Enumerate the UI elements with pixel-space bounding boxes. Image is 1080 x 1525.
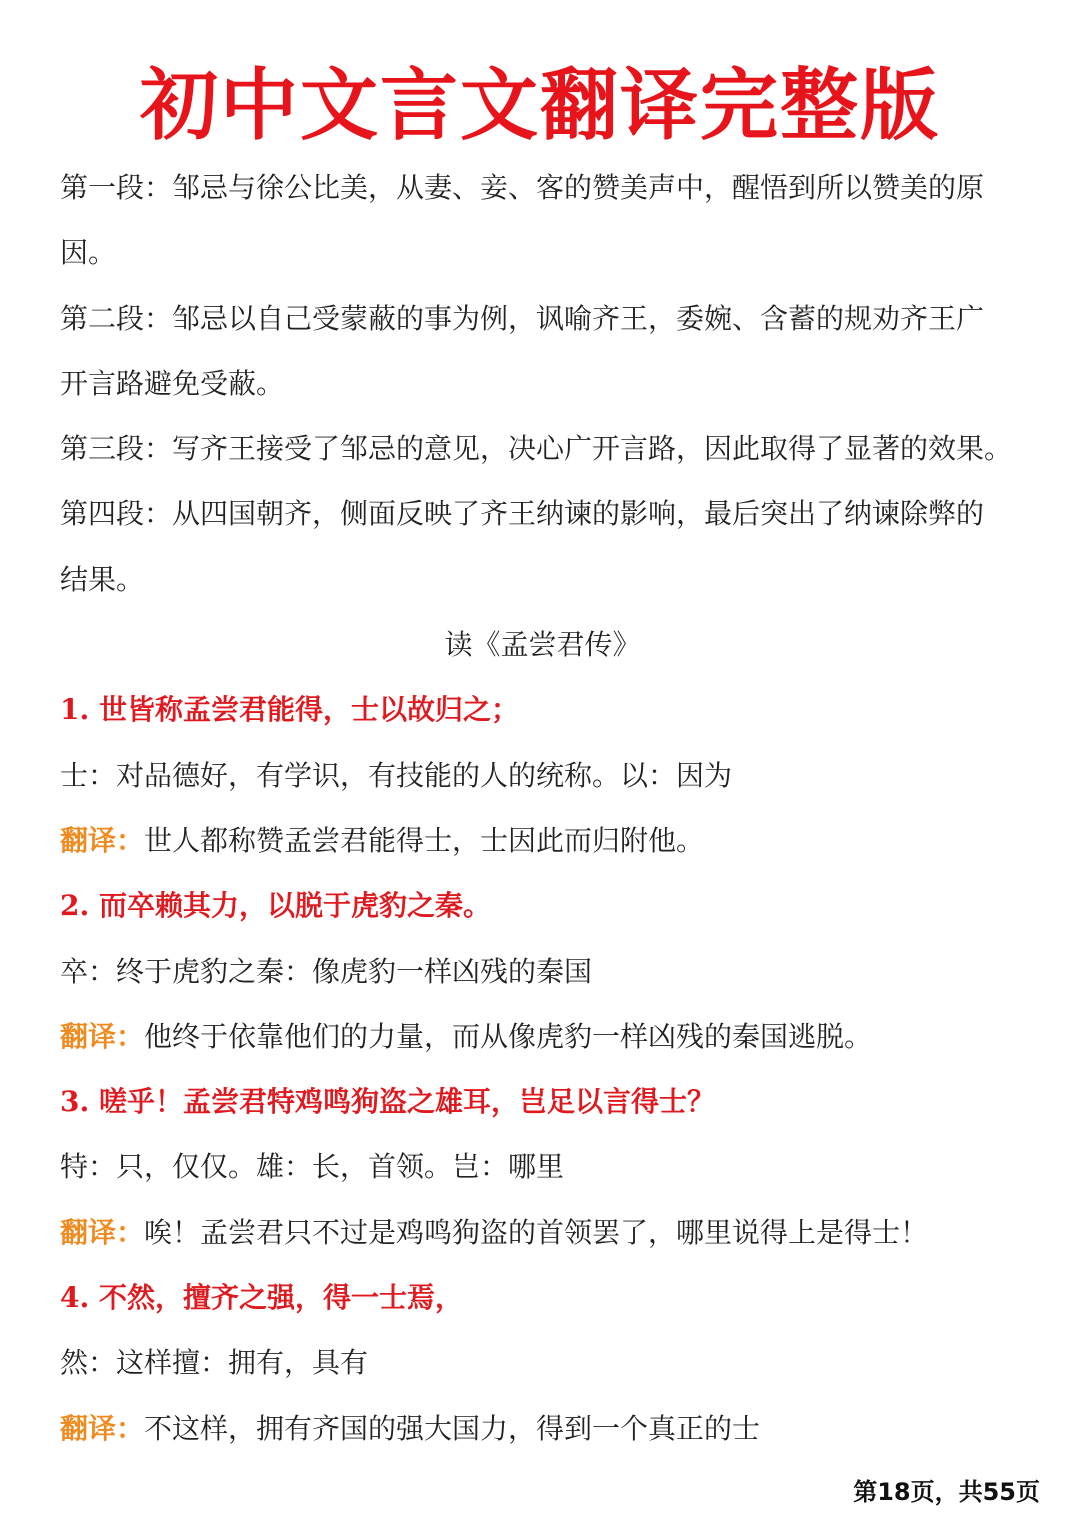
section-title: 读《孟尝君传》 bbox=[444, 628, 641, 662]
note-line: 特：只，仅仅。雄：长，首领。岂：哪里 bbox=[60, 1150, 565, 1184]
paragraph-line: 第二段：邹忌以自己受蒙蔽的事为例，讽喻齐王，委婉、含蓄的规劝齐王广 bbox=[60, 301, 985, 335]
question-line: 3. 嗟乎！孟尝君特鸡鸣狗盗之雄耳，岂足以言得士？ bbox=[60, 1085, 715, 1119]
paragraph-line: 第四段：从四国朝齐，侧面反映了齐王纳谏的影响，最后突出了纳谏除弊的 bbox=[60, 497, 985, 531]
note-line: 卒：终于虎豹之秦：像虎豹一样凶残的秦国 bbox=[60, 954, 593, 988]
paragraph-line: 第一段：邹忌与徐公比美，从妻、妾、客的赞美声中，醒悟到所以赞美的原 bbox=[60, 171, 985, 204]
page-title: 初中文言文翻译完整版 bbox=[139, 61, 940, 151]
document-body bbox=[60, 155, 1025, 1461]
question-line: 4. 不然，擅齐之强，得一士焉， bbox=[60, 1281, 463, 1315]
translation-label: 翻译： bbox=[60, 823, 145, 857]
paragraph-line: 因。 bbox=[60, 236, 117, 270]
translation-text: 世人都称赞孟尝君能得士，士因此而归附他。 bbox=[144, 823, 705, 857]
translation-line bbox=[60, 1200, 1025, 1265]
note-line: 然：这样擅：拥有，具有 bbox=[60, 1346, 369, 1380]
translation-line bbox=[60, 1396, 1025, 1461]
translation-text: 唉！孟尝君只不过是鸡鸣狗盗的首领罢了，哪里说得上是得士！ bbox=[144, 1215, 929, 1249]
question-line: 1. 世皆称孟尝君能得，士以故归之； bbox=[60, 693, 519, 727]
translation-text: 不这样，拥有齐国的强大国力，得到一个真正的士 bbox=[144, 1411, 761, 1445]
paragraph-line: 结果。 bbox=[60, 562, 145, 596]
paragraph-line: 开言路避免受蔽。 bbox=[60, 366, 285, 400]
paragraph-line: 第三段：写齐王接受了邹忌的意见，决心广开言路，因此取得了显著的效果。 bbox=[60, 432, 1013, 466]
page-number: 第18页，共55页 bbox=[853, 1478, 1040, 1506]
translation-line bbox=[60, 1004, 1025, 1069]
question-line: 2. 而卒赖其力，以脱于虎豹之秦。 bbox=[60, 889, 491, 923]
note-line: 士：对品德好，有学识，有技能的人的统称。以：因为 bbox=[60, 758, 733, 792]
translation-label: 翻译： bbox=[60, 1215, 145, 1249]
translation-text: 他终于依靠他们的力量，而从像虎豹一样凶残的秦国逃脱。 bbox=[144, 1019, 873, 1053]
translation-line bbox=[60, 808, 1025, 873]
translation-label: 翻译： bbox=[60, 1411, 145, 1445]
translation-label: 翻译： bbox=[60, 1019, 145, 1053]
